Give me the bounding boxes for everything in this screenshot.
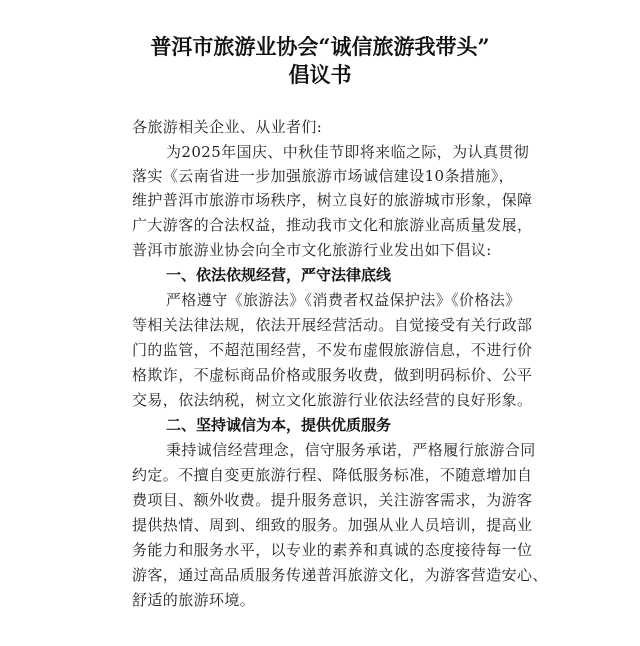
salutation: 各旅游相关企业、从业者们: xyxy=(132,118,323,136)
intro-line-4: 广大游客的合法权益，推动我市文化和旅游业高质量发展， xyxy=(132,216,533,234)
intro-line-3: 维护普洱市旅游市场秩序，树立良好的旅游城市形象，保障 xyxy=(132,191,533,209)
section-2-line-1: 秉持诚信经营理念，信守服务承诺，严格履行旅游合同 xyxy=(166,441,536,459)
section-2-heading: 二、坚持诚信为本，提供优质服务 xyxy=(166,416,392,434)
intro-line-2: 落实《云南省进一步加强旅游市场诚信建设10条措施》， xyxy=(132,167,514,185)
section-2-line-7: 舒适的旅游环境。 xyxy=(132,591,256,609)
section-2-line-6: 游客，通过高品质服务传递普洱旅游文化，为游客营造安心、 xyxy=(132,566,548,584)
intro-line-1: 为2025年国庆、中秋佳节即将来临之际，为认真贯彻 xyxy=(166,143,530,161)
section-1-line-4: 格欺诈，不虚标商品价格或服务收费，做到明码标价、公平 xyxy=(132,366,533,384)
intro-line-5: 普洱市旅游业协会向全市文化旅游行业发出如下倡议: xyxy=(132,241,492,259)
section-1-line-3: 门的监管，不超范围经营，不发布虚假旅游信息，不进行价 xyxy=(132,341,533,359)
section-1-line-2: 等相关法律法规，依法开展经营活动。自觉接受有关行政部 xyxy=(132,316,533,334)
document-title-line-2: 倡议书 xyxy=(288,62,352,87)
section-1-line-5: 交易，依法纳税，树立文化旅游行业依法经营的良好形象。 xyxy=(132,391,533,409)
section-2-line-3: 费项目、额外收费。提升服务意识，关注游客需求，为游客 xyxy=(132,491,533,509)
document-title-line-1: 普洱市旅游业协会“诚信旅游我带头” xyxy=(150,34,490,59)
section-2-line-5: 务能力和服务水平，以专业的素养和真诚的态度接待每一位 xyxy=(132,541,533,559)
section-2-line-4: 提供热情、周到、细致的服务。加强从业人员培训，提高业 xyxy=(132,516,533,534)
section-1-line-1: 严格遵守《旅游法》《消费者权益保护法》《价格法》 xyxy=(166,291,521,309)
section-1-heading: 一、依法依规经营，严守法律底线 xyxy=(166,266,392,284)
section-2-line-2: 约定。不擅自变更旅游行程、降低服务标准，不随意增加自 xyxy=(132,466,533,484)
